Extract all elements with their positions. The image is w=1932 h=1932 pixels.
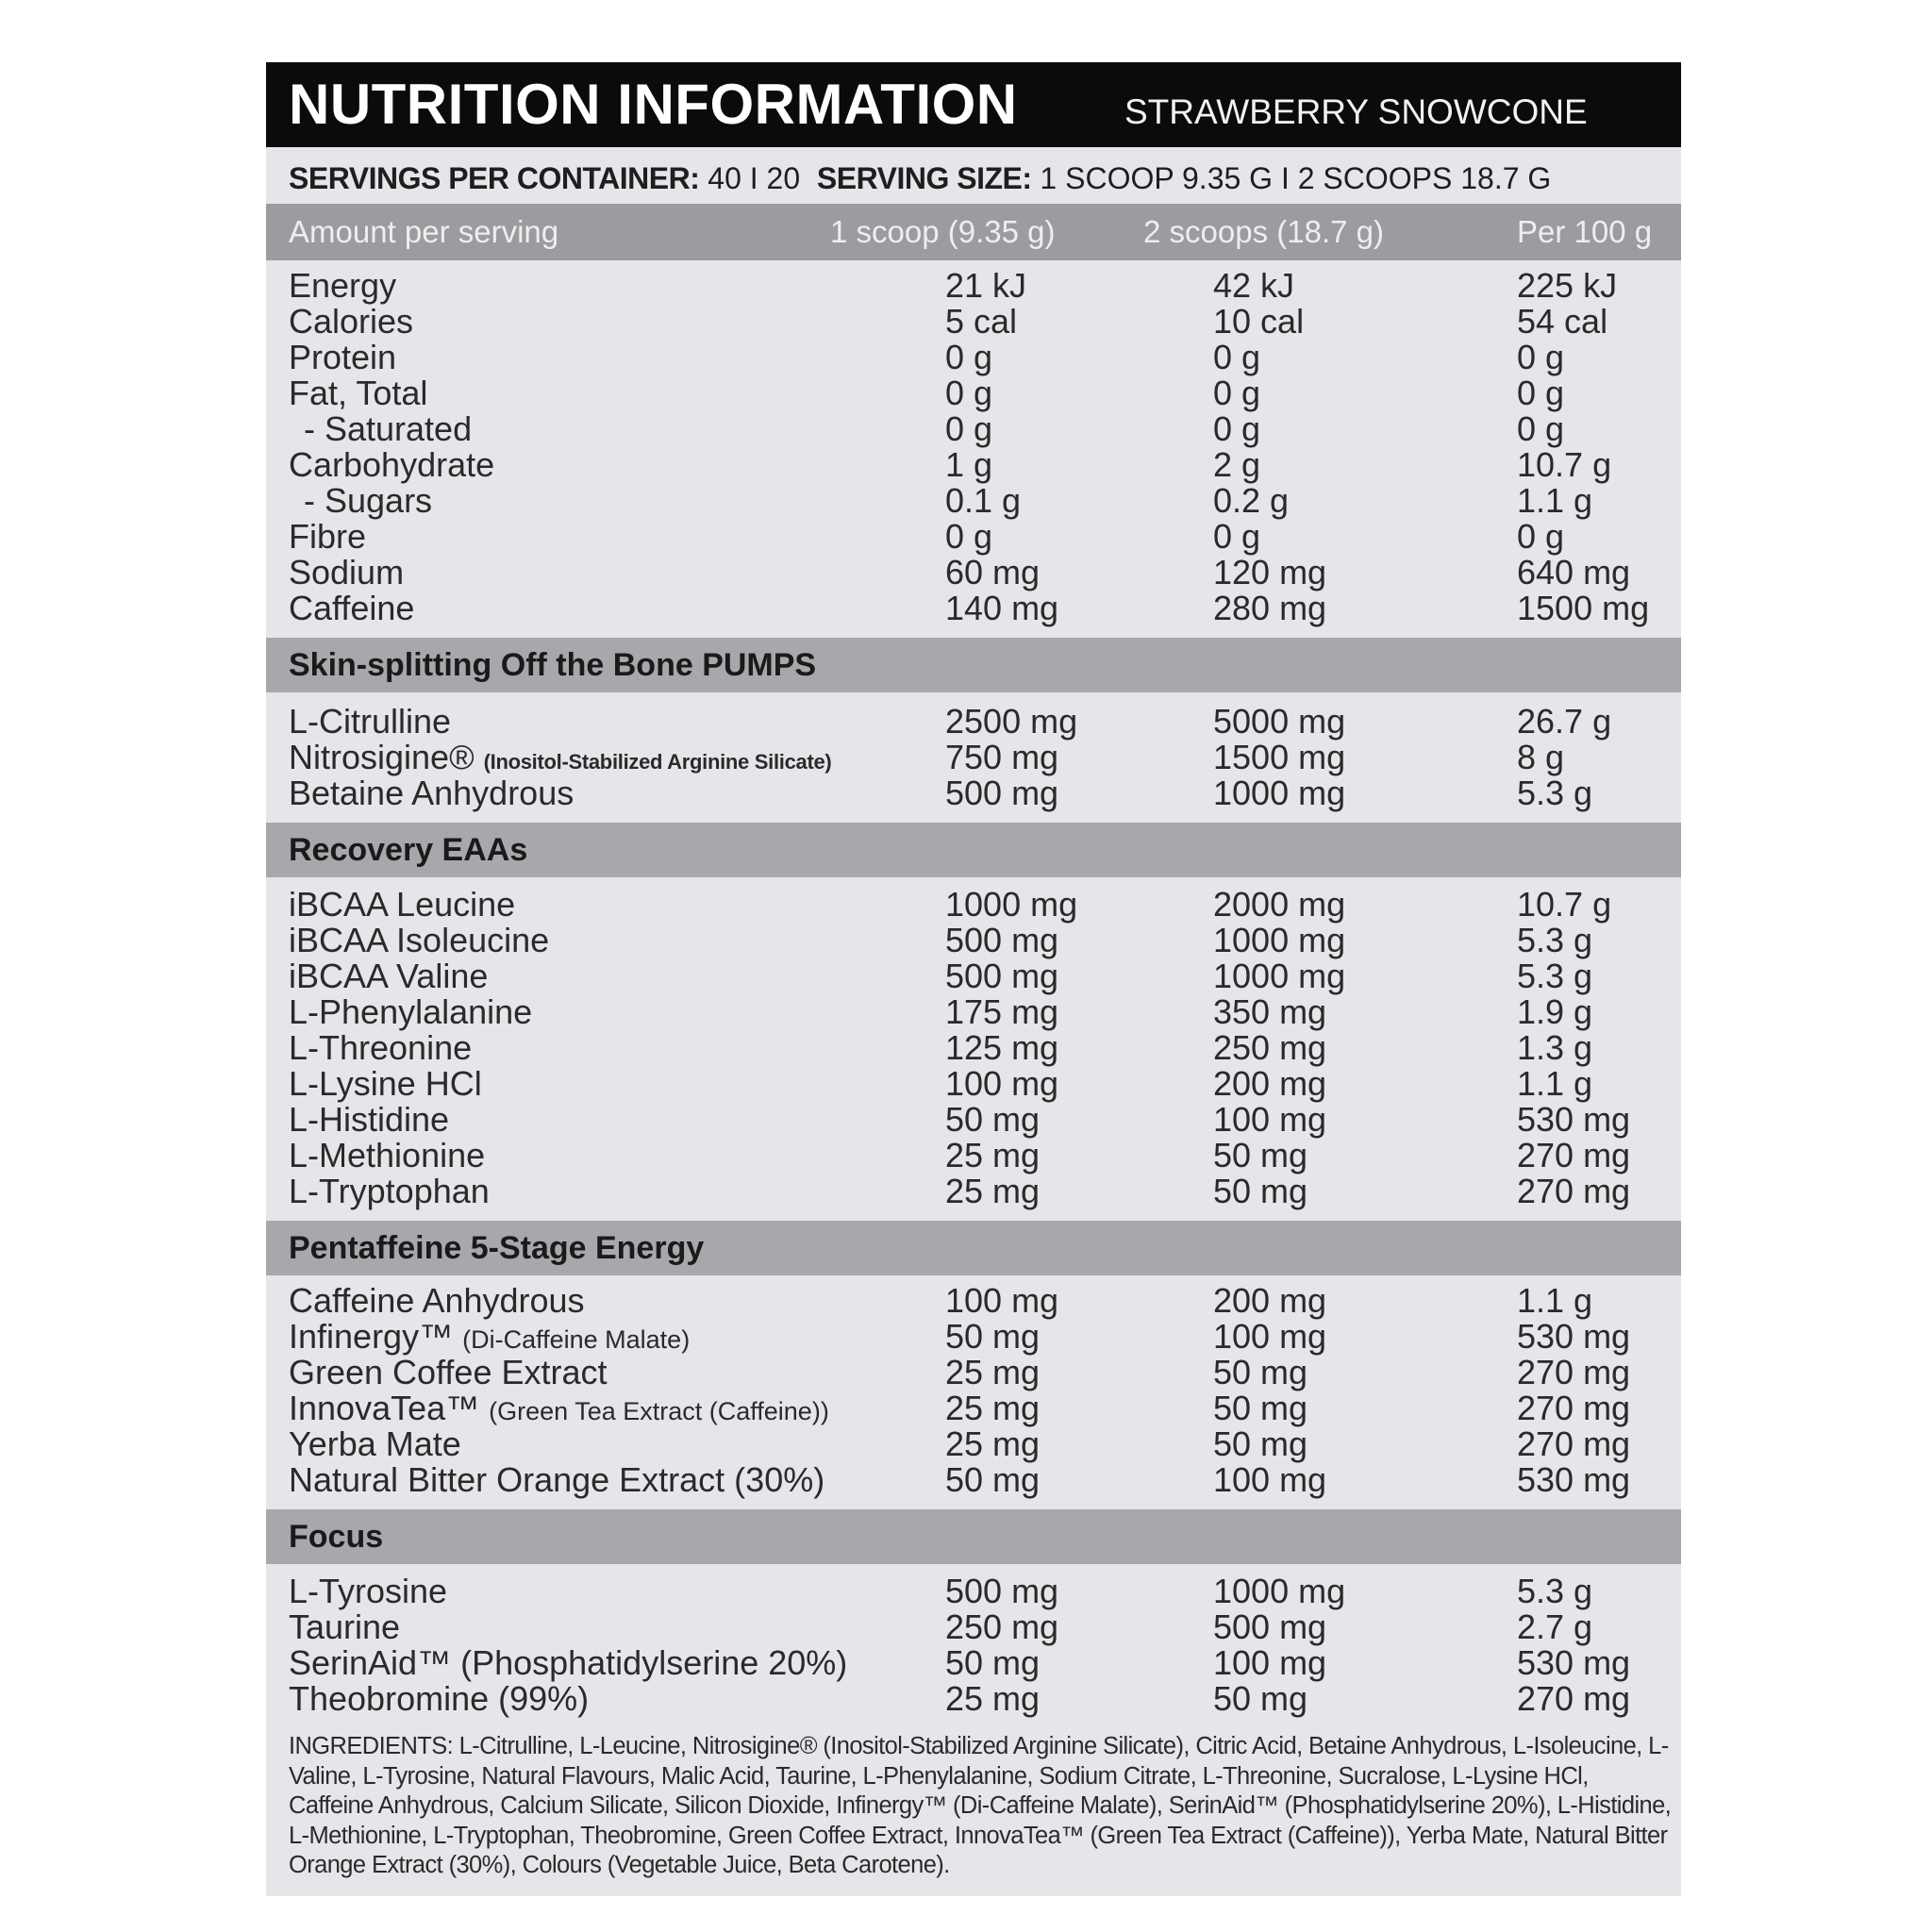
ingredient-name: SerinAid™ (Phosphatidylserine 20%) — [289, 1643, 848, 1682]
value-one-scoop: 50 mg — [945, 1460, 1041, 1499]
table-row — [266, 555, 1681, 591]
value-two-scoops: 350 mg — [1213, 992, 1327, 1031]
table-row — [266, 1681, 1681, 1717]
column-one-scoop: 1 scoop (9.35 g) — [830, 214, 1056, 249]
table-row — [266, 887, 1681, 923]
value-two-scoops: 100 mg — [1213, 1643, 1327, 1682]
nutrient-name: Calories — [289, 302, 414, 341]
ingredient-name: iBCAA Isoleucine — [289, 921, 550, 959]
value-two-scoops: 100 mg — [1213, 1460, 1327, 1499]
value-one-scoop: 2500 mg — [945, 702, 1078, 741]
value-per-100g: 1.3 g — [1517, 1028, 1593, 1067]
table-row — [266, 1030, 1681, 1066]
value-two-scoops: 1000 mg — [1213, 774, 1346, 812]
table-row — [266, 958, 1681, 994]
ingredient-label: L-Citrulline — [289, 702, 452, 741]
ingredient-name — [289, 1426, 461, 1462]
ingredient-label: InnovaTea™ — [289, 1389, 480, 1427]
table-row — [266, 1462, 1681, 1498]
value-per-100g: 8 g — [1517, 738, 1565, 776]
servings-per-container-value: 40 I 20 — [708, 161, 801, 195]
value-per-100g: 5.3 g — [1517, 774, 1593, 812]
value-per-100g: 2.7 g — [1517, 1607, 1593, 1646]
servings-per-container-label: SERVINGS PER CONTAINER: — [289, 161, 700, 195]
value-per-100g: 1.1 g — [1517, 1281, 1593, 1320]
value-per-100g: 1.1 g — [1517, 1064, 1593, 1103]
table-row — [266, 1138, 1681, 1174]
ingredient-name — [289, 1355, 608, 1391]
table-row — [266, 923, 1681, 958]
value-per-100g: 530 mg — [1517, 1460, 1631, 1499]
ingredients-list: INGREDIENTS: L-Citrulline, L-Leucine, Nitrosigine® (Inositol-Stabilized Arginine Silicate), Citric Acid, Betaine Anhydrous, L-Isoleucine, L-Valine, L-Tyrosine, Natural Flavours, Malic Acid, Taurine, L-Phenylalanine, Sodium Citrate, L-Threonine, Sucralose, L-Lysine HCl, Caffeine Anhydrous, Calcium Silicate, Silicon Dioxide, Infinergy™ (Di-Caffeine Malate), SerinAid™ (Phosphatidylserine 20%), L-Histidine, L-Methionine, L-Tryptophan, Theobromine, Green Coffee Extract, InnovaTea™ (Green Tea Extract (Caffeine)), Yerba Mate, Natural Bitter Orange Extract (30%), Colours (Vegetable Juice, Beta Carotene). — [289, 1733, 1672, 1878]
value-one-scoop: 0 g — [945, 409, 993, 448]
ingredient-label: Green Coffee Extract — [289, 1353, 608, 1391]
nutrient-name: - Sugars — [304, 481, 433, 520]
value-two-scoops: 0 g — [1213, 409, 1261, 448]
table-row — [266, 1066, 1681, 1102]
value-one-scoop: 5 cal — [945, 302, 1018, 341]
ingredient-note: (Inositol-Stabilized Arginine Silicate) — [483, 750, 832, 774]
value-one-scoop: 1 g — [945, 445, 993, 484]
column-header — [266, 204, 1681, 260]
ingredient-label: Caffeine Anhydrous — [289, 1281, 585, 1320]
ingredient-label: Nitrosigine® — [289, 738, 475, 776]
value-two-scoops: 100 mg — [1213, 1100, 1327, 1139]
value-per-100g: 530 mg — [1517, 1643, 1631, 1682]
value-one-scoop: 25 mg — [945, 1389, 1041, 1427]
section-header-pumps — [266, 638, 1681, 692]
value-one-scoop: 125 mg — [945, 1028, 1059, 1067]
value-per-100g: 10.7 g — [1517, 885, 1612, 924]
table-row — [266, 268, 1681, 304]
value-two-scoops: 280 mg — [1213, 589, 1327, 627]
value-one-scoop: 250 mg — [945, 1607, 1059, 1646]
ingredient-name: L-Tryptophan — [289, 1172, 490, 1210]
value-per-100g: 5.3 g — [1517, 921, 1593, 959]
ingredient-note: (Di-Caffeine Malate) — [462, 1325, 691, 1354]
value-two-scoops: 0.2 g — [1213, 481, 1290, 520]
serving-info — [289, 149, 1675, 208]
value-one-scoop: 0 g — [945, 517, 993, 556]
value-per-100g: 530 mg — [1517, 1100, 1631, 1139]
ingredient-name: L-Tyrosine — [289, 1572, 448, 1610]
ingredient-name — [289, 1462, 824, 1498]
table-row — [266, 375, 1681, 411]
value-one-scoop: 25 mg — [945, 1136, 1041, 1174]
ingredient-name: iBCAA Leucine — [289, 885, 516, 924]
nutrient-name: Fat, Total — [289, 374, 428, 412]
table-row — [266, 591, 1681, 626]
ingredient-name — [289, 704, 451, 740]
table-row — [266, 1391, 1681, 1426]
table-row — [266, 1102, 1681, 1138]
table-row — [266, 447, 1681, 483]
ingredient-label: Betaine Anhydrous — [289, 774, 575, 812]
value-two-scoops: 0 g — [1213, 517, 1261, 556]
serving-size-label: SERVING SIZE: — [816, 161, 1032, 195]
value-per-100g: 225 kJ — [1517, 266, 1618, 305]
nutrient-name: Fibre — [289, 517, 367, 556]
value-one-scoop: 21 kJ — [945, 266, 1027, 305]
value-two-scoops: 200 mg — [1213, 1281, 1327, 1320]
nutrition-panel — [266, 62, 1681, 1896]
ingredient-name: L-Histidine — [289, 1100, 450, 1139]
value-per-100g: 1500 mg — [1517, 589, 1650, 627]
value-two-scoops: 1000 mg — [1213, 1572, 1346, 1610]
value-per-100g: 5.3 g — [1517, 1572, 1593, 1610]
column-two-scoops: 2 scoops (18.7 g) — [1143, 214, 1384, 249]
value-per-100g: 270 mg — [1517, 1424, 1631, 1463]
section-header-focus — [266, 1509, 1681, 1564]
value-one-scoop: 140 mg — [945, 589, 1059, 627]
value-one-scoop: 100 mg — [945, 1281, 1059, 1320]
column-amount: Amount per serving — [289, 214, 559, 249]
value-one-scoop: 50 mg — [945, 1317, 1041, 1356]
value-per-100g: 0 g — [1517, 517, 1565, 556]
value-one-scoop: 60 mg — [945, 553, 1041, 591]
value-two-scoops: 50 mg — [1213, 1389, 1308, 1427]
section-title: Pentaffeine 5-Stage Energy — [289, 1230, 705, 1266]
value-one-scoop: 1000 mg — [945, 885, 1078, 924]
ingredient-name — [289, 775, 574, 811]
value-per-100g: 0 g — [1517, 374, 1565, 412]
section-title: Recovery EAAs — [289, 832, 528, 868]
value-one-scoop: 0 g — [945, 338, 993, 376]
ingredient-name: iBCAA Valine — [289, 957, 489, 995]
value-two-scoops: 200 mg — [1213, 1064, 1327, 1103]
value-two-scoops: 42 kJ — [1213, 266, 1295, 305]
table-row — [266, 994, 1681, 1030]
table-row — [266, 704, 1681, 740]
nutrient-name: Protein — [289, 338, 397, 376]
ingredient-name — [289, 1283, 585, 1319]
value-two-scoops: 50 mg — [1213, 1172, 1308, 1210]
value-per-100g: 270 mg — [1517, 1679, 1631, 1718]
ingredient-label: Yerba Mate — [289, 1424, 461, 1463]
ingredient-name: L-Threonine — [289, 1028, 473, 1067]
value-two-scoops: 5000 mg — [1213, 702, 1346, 741]
value-two-scoops: 250 mg — [1213, 1028, 1327, 1067]
flavor-name: STRAWBERRY SNOWCONE — [1124, 92, 1588, 131]
ingredient-name: Theobromine (99%) — [289, 1679, 590, 1718]
table-row — [266, 1645, 1681, 1681]
value-per-100g: 5.3 g — [1517, 957, 1593, 995]
ingredient-label: Infinergy™ — [289, 1317, 454, 1356]
table-row — [266, 775, 1681, 811]
value-per-100g: 270 mg — [1517, 1136, 1631, 1174]
value-two-scoops: 50 mg — [1213, 1353, 1308, 1391]
value-per-100g: 1.1 g — [1517, 481, 1593, 520]
value-two-scoops: 50 mg — [1213, 1136, 1308, 1174]
value-two-scoops: 1000 mg — [1213, 957, 1346, 995]
value-one-scoop: 25 mg — [945, 1679, 1041, 1718]
table-row — [266, 1426, 1681, 1462]
value-one-scoop: 0 g — [945, 374, 993, 412]
value-one-scoop: 25 mg — [945, 1424, 1041, 1463]
table-row — [266, 304, 1681, 340]
table-row — [266, 1574, 1681, 1609]
value-per-100g: 270 mg — [1517, 1389, 1631, 1427]
value-two-scoops: 50 mg — [1213, 1424, 1308, 1463]
value-two-scoops: 50 mg — [1213, 1679, 1308, 1718]
value-per-100g: 530 mg — [1517, 1317, 1631, 1356]
value-per-100g: 10.7 g — [1517, 445, 1612, 484]
table-row — [266, 740, 1681, 775]
value-one-scoop: 500 mg — [945, 957, 1059, 995]
table-row — [266, 1319, 1681, 1355]
value-two-scoops: 120 mg — [1213, 553, 1327, 591]
value-two-scoops: 500 mg — [1213, 1607, 1327, 1646]
value-one-scoop: 750 mg — [945, 738, 1059, 776]
ingredient-name: L-Lysine HCl — [289, 1064, 482, 1103]
value-one-scoop: 500 mg — [945, 774, 1059, 812]
value-one-scoop: 175 mg — [945, 992, 1059, 1031]
value-one-scoop: 100 mg — [945, 1064, 1059, 1103]
section-header-energy — [266, 1221, 1681, 1275]
ingredient-name — [289, 1319, 690, 1357]
title-bar — [266, 62, 1681, 147]
value-two-scoops: 1000 mg — [1213, 921, 1346, 959]
nutrient-name: - Saturated — [304, 409, 473, 448]
table-row — [266, 1283, 1681, 1319]
nutrient-name: Caffeine — [289, 589, 415, 627]
value-two-scoops: 100 mg — [1213, 1317, 1327, 1356]
value-per-100g: 26.7 g — [1517, 702, 1612, 741]
value-one-scoop: 500 mg — [945, 1572, 1059, 1610]
table-row — [266, 340, 1681, 375]
value-two-scoops: 10 cal — [1213, 302, 1305, 341]
panel-title: NUTRITION INFORMATION — [289, 73, 1018, 136]
nutrient-name: Energy — [289, 266, 397, 305]
ingredient-name: L-Methionine — [289, 1136, 486, 1174]
value-one-scoop: 500 mg — [945, 921, 1059, 959]
value-per-100g: 0 g — [1517, 338, 1565, 376]
table-row — [266, 411, 1681, 447]
value-per-100g: 270 mg — [1517, 1172, 1631, 1210]
value-one-scoop: 25 mg — [945, 1353, 1041, 1391]
table-row — [266, 1609, 1681, 1645]
table-row — [266, 1174, 1681, 1209]
ingredient-name: Taurine — [289, 1607, 401, 1646]
serving-size-value: 1 SCOOP 9.35 G I 2 SCOOPS 18.7 G — [1040, 161, 1552, 195]
table-row — [266, 1355, 1681, 1391]
ingredient-name: L-Phenylalanine — [289, 992, 533, 1031]
section-title: Focus — [289, 1519, 384, 1555]
nutrient-name: Carbohydrate — [289, 445, 495, 484]
value-per-100g: 1.9 g — [1517, 992, 1593, 1031]
value-per-100g: 640 mg — [1517, 553, 1631, 591]
value-one-scoop: 25 mg — [945, 1172, 1041, 1210]
table-row — [266, 519, 1681, 555]
value-two-scoops: 1500 mg — [1213, 738, 1346, 776]
value-one-scoop: 0.1 g — [945, 481, 1022, 520]
value-per-100g: 270 mg — [1517, 1353, 1631, 1391]
value-per-100g: 54 cal — [1517, 302, 1608, 341]
value-two-scoops: 2 g — [1213, 445, 1261, 484]
section-title: Skin-splitting Off the Bone PUMPS — [289, 647, 817, 683]
nutrient-name: Sodium — [289, 553, 405, 591]
ingredient-note: (Green Tea Extract (Caffeine)) — [489, 1397, 829, 1425]
table-row — [266, 483, 1681, 519]
value-per-100g: 0 g — [1517, 409, 1565, 448]
value-one-scoop: 50 mg — [945, 1643, 1041, 1682]
value-one-scoop: 50 mg — [945, 1100, 1041, 1139]
value-two-scoops: 2000 mg — [1213, 885, 1346, 924]
value-two-scoops: 0 g — [1213, 338, 1261, 376]
column-per-100g: Per 100 g — [1517, 214, 1653, 249]
ingredient-label: Natural Bitter Orange Extract (30%) — [289, 1460, 825, 1499]
value-two-scoops: 0 g — [1213, 374, 1261, 412]
section-header-recovery — [266, 823, 1681, 877]
ingredient-name — [289, 1391, 829, 1429]
